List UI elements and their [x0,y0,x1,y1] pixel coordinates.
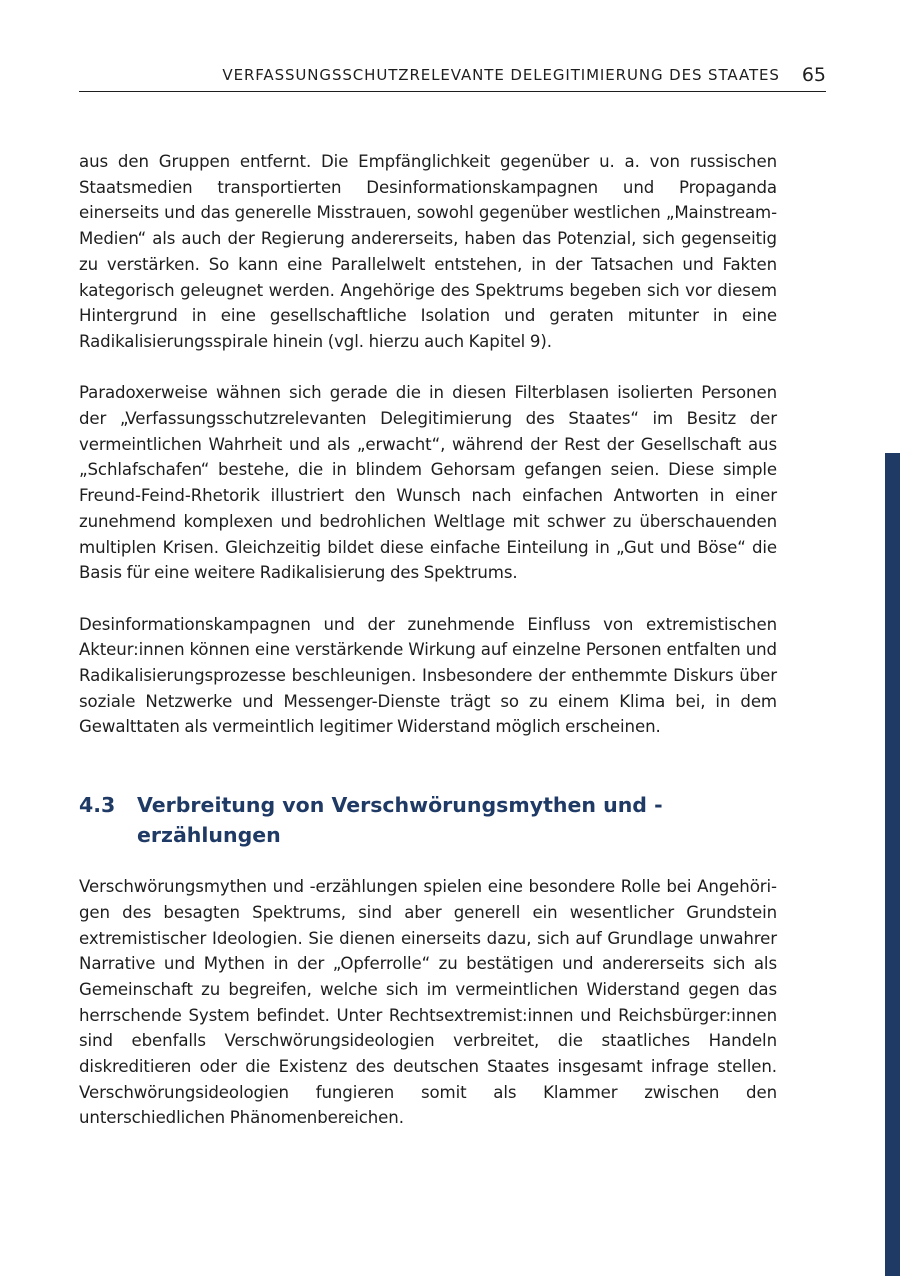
running-title: VERFASSUNGSSCHUTZRELEVANTE DELEGITIMIERUNG DES STAATES [222,65,780,84]
running-header [79,58,826,92]
body-paragraph: Desinformationskampagnen und der zunehmende Einfluss von extremistischen Akteur:innen können eine verstärkende Wirkung auf einzelne Personen entfalten und Radikalisierungsprozesse beschleunigen. Insbesondere der enthemmte Diskurs über soziale Netzwerke und Messenger-Dienste trägt so zu einem Klima bei, in dem Gewalttaten als vermeintlich legitimer Widerstand möglich erscheinen. [79,614,777,737]
section-number: 4.3 [79,793,116,818]
chapter-edge-marker [885,453,900,1276]
page-number: 65 [801,63,826,86]
section-title: Verbreitung von Verschwörungsmythen und -erzählungen [137,793,663,848]
section-heading [79,790,777,850]
body-paragraph: aus den Gruppen entfernt. Die Empfänglichkeit gegenüber u. a. von russischen Staatsmedien transportierten Desinformationskampagnen und Propaganda einerseits und das generelle Misstrauen, sowohl gegenüber westlichen „Mainstream-Medien“ als auch der Regierung andererseits, haben das Potenzial, sich gegenseitig zu verstärken. So kann eine Parallelwelt entstehen, in der Tatsachen und Fakten kategorisch geleugnet werden. Angehörige des Spektrums begeben sich vor diesem Hintergrund in eine gesellschaftliche Isolation und geraten mitunter in eine Radikalisierungsspirale hinein (vgl. hierzu auch Kapitel 9). [79,152,777,351]
body-paragraph: Verschwörungsmythen und -erzählungen spielen eine besondere Rolle bei Angehörigen des besagten Spektrums, sind aber generell ein wesentlicher Grundstein extremistischer Ideologien. Sie dienen einerseits dazu, sich auf Grundlage unwahrer Narrative und Mythen in der „Opferrolle“ zu bestätigen und andererseits sich als Gemeinschaft zu begreifen, welche sich im vermeintlichen Widerstand gegen das herrschende System befindet. Unter Rechtsextremist:innen und Reichsbürger:innen sind ebenfalls Verschwörungsideologien verbreitet, die staatliches Handeln diskreditieren oder die Existenz des deutschen Staates insgesamt infrage stellen. Verschwörungsideologien fungieren somit als Klammer zwischen den unterschiedlichen Phänomenbereichen. [79,877,777,1128]
page-body [79,149,777,1131]
body-paragraph: Paradoxerweise wähnen sich gerade die in diesen Filterblasen isolierten Personen der „Verfassungsschutzrelevanten Delegitimierung des Staates“ im Besitz der vermeintlichen Wahrheit und als „erwacht“, während der Rest der Gesellschaft aus „Schlafschafen“ bestehe, die in blindem Gehorsam gefangen seien. Diese simple Freund-Feind-Rhetorik illustriert den Wunsch nach einfachen Antworten in einer zunehmend komplexen und bedrohlichen Weltlage mit schwer zu überschauenden multiplen Krisen. Gleichzeitig bildet diese einfache Einteilung in „Gut und Böse“ die Basis für eine weitere Radikalisierung des Spektrums. [79,383,777,583]
